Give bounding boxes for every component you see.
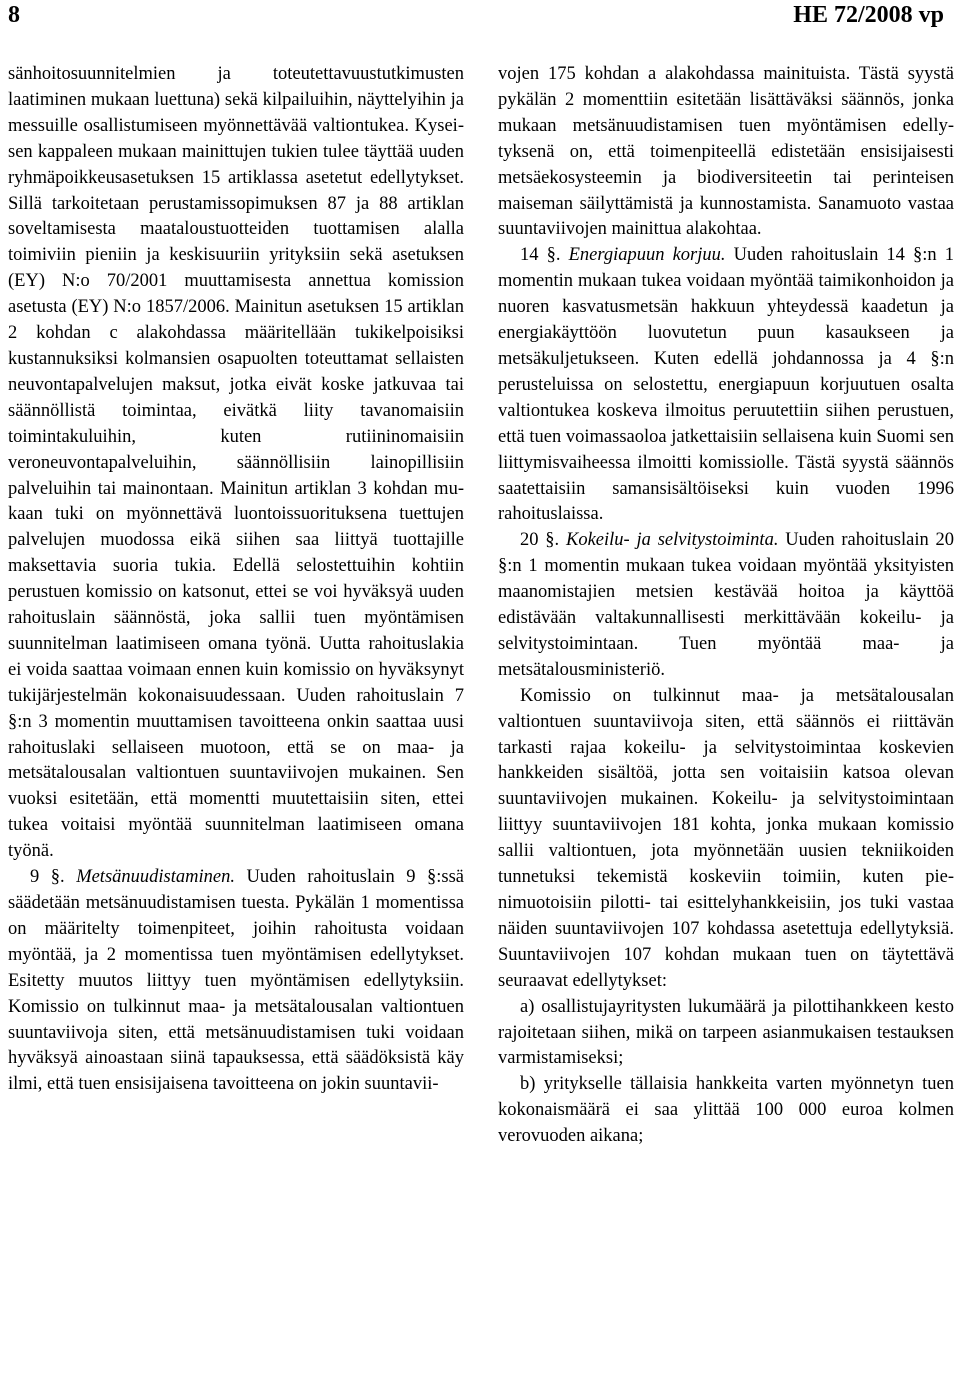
right-column <box>498 62 954 1150</box>
paragraph-commission: Komissio on tulkinnut maa- ja metsätalousalan valtiontuen suuntaviivoja siten, että säännös ei riittävän tarkasti rajaa kokeilu- ja selvitystoimintaa koskevien hankkeiden sisältöä, jotta sen voitaisiin katsoa olevan suuntaviivojen mukainen. Kokeilu- ja selvitystoimintaan liittyy suuntaviivojen 181 kohta, jonka mukaan komissio sallii valtiontuen, jota myönnetään uusien tekniikoiden tunnetuksi tekemistä koskeviin toimiin, kuten pienimuotoisiin pilotti- tai esittelyhankkeisiin, jos tuki vastaa näiden suuntaviivojen 107 kohdassa asetettuja edellytyksiä. Suuntaviivojen 107 kohdan mukaan tuen on täytettävä seuraavat edellytykset: <box>498 685 954 991</box>
list-item-a: a) osallistujayritysten lukumäärä ja pilottihankkeen kesto rajoitetaan siihen, mikä on tarpeen asianmukaisen testauksen varmistamiseksi; <box>498 996 954 1069</box>
section-14-title: Energiapuun korjuu. <box>568 245 726 266</box>
section-20-text: Uuden rahoituslain 20 §:n 1 momentin mukaan tukea voidaan myöntää yksityisten maanomistajien metsien kestävää hoitoa ja käyttöä edistävään valtakunnallisesti merkittävään kokeilu- ja selvitystoimintaan. Tuen myöntää maa- ja metsätalousministeriö. <box>498 530 955 680</box>
section-9-paragraph <box>8 865 464 1098</box>
paragraph-continuation: vojen 175 kohdan a alakohdassa mainituista. Tästä syystä pykälän 2 momenttiin esitetään lisättäväksi säännös, jonka mukaan metsänuudistamisen tuen myöntämisen edellytyksenä on, että toimenpiteellä edistetään ensisijaisesti metsäekosysteemin ja biodiversiteetin tai perinteisen maiseman säilyttämistä ja kunnostamista. Sanamuoto vastaa suuntaviivojen mainittua alakohtaa. <box>498 64 954 240</box>
section-20-paragraph <box>498 528 954 683</box>
document-id: HE 72/2008 vp <box>793 2 944 28</box>
page-number: 8 <box>8 2 20 28</box>
left-column <box>8 62 464 1098</box>
section-9-text: Uuden rahoituslain 9 §:ssä säädetään metsänuudistamisen tuesta. Pykälän 1 momentissa on määritelty toimenpiteet, joihin rahoitusta voidaan myöntää, ja 2 momentissa tuen myöntämisen edellytykset. Esitetty muutos liittyy tuen myöntämisen edellytyksiin. Komissio on tulkinnut maa- ja metsätalousalan valtiontuen suuntaviivoja siten, että metsänuudistamisen tuki voidaan hyväksyä ainoastaan siinä tapauksessa, että säädöksistä käy ilmi, että tuen ensisijaisena tavoitteena on jokin suuntavii- <box>8 867 464 1095</box>
section-9-title: Metsänuudistaminen. <box>76 867 235 888</box>
section-14-text: Uuden rahoituslain 14 §:n 1 momentin mukaan tukea voidaan myöntää taimikonhoidon ja nuoren kasvatusmetsän hakkuun yhteydessä kaadetun ja energiakäyttöön luovutetun puun kasaukseen ja metsäkuljetukseen. Kuten edellä johdannossa ja 4 §:n perusteluissa on selostettu, energiapuun korjuutuen osalta valtiontukea koskeva ilmoitus peruutettiin siihen perustuen, että tuen voimassaoloa jatkettaisiin sellaisena kuin Suomi sen liittymisvaiheessa ilmoitti komissiolle. Tästä syystä säännös saatettaisiin samansisältöiseksi kuin vuoden 1996 rahoituslaissa. <box>498 245 955 525</box>
section-9-number: 9 §. <box>30 867 65 888</box>
section-20-number: 20 §. <box>520 530 560 551</box>
section-14-number: 14 §. <box>520 245 561 266</box>
paragraph-intro: sänhoitosuunnitelmien ja toteutettavuustutkimusten laatiminen mukaan luettuna) sekä kilpailuihin, näyttelyihin ja messuille osallistumiseen myönnettävää valtiontukea. Kyseisen kappaleen mukaan mainittujen tukien tulee täyttää uuden ryhmäpoikkeusasetuksen 15 artiklassa asetetut edellytykset. Sillä tarkoitetaan perustamissopimuksen 87 ja 88 artiklan soveltamisesta maataloustuotteiden tuottamisen alalla toimiviin pieniin ja keskisuuriin yrityksiin sekä asetuksen (EY) N:o 70/2001 muuttamisesta annettua komission asetusta (EY) N:o 1857/2006. Mainitun asetuksen 15 artiklan 2 kohdan c alakohdassa määritellään tukikelpoisiksi kustannuksiksi kolmansien osapuolten toteuttamat sellaisten neuvontapalvelujen maksut, jotka eivät koske jatkuvaa tai säännöllistä toimintaa, eivätkä liity tavanomaisiin toimintakuluihin, kuten rutiininomaisiin veroneuvontapalveluihin, säännöllisiin lainopillisiin palveluihin tai mainontaan. Mainitun artiklan 3 kohdan mukaan tuki on myönnettävä luontoissuorituksena tuettujen palvelujen muodossa eikä siihen saa liittyä tuottajille maksettavia suoria tukia. Edellä selostettuihin kohtiin perustuen komissio on katsonut, ettei se voi hyväksyä uuden rahoituslain säännöstä, joka sallii tuen myöntämisen suunnitelman laatimiseen omana työnä. Uutta rahoituslakia ei voida saattaa voimaan ennen kuin komissio on hyväksynyt tukijärjestelmän kokonaisuudessaan. Uuden rahoituslain 7 §:n 3 momentin muuttamisen tavoitteena onkin saattaa uusi rahoituslaki sellaiseen muotoon, että se on maa- ja metsätalousalan valtiontuen suuntaviivojen mukainen. Sen vuoksi esitetään, että momentti muutettaisiin siten, ettei tukea voitaisi myöntää suunnitelman laatimiseen omana työnä. <box>8 64 464 862</box>
section-14-paragraph <box>498 243 954 528</box>
page-header <box>8 0 944 30</box>
list-item-b: b) yritykselle tällaisia hankkeita varten myönnetyn tuen kokonaismäärä ei saa ylittää 100 000 euroa kolmen verovuoden aikana; <box>498 1074 954 1147</box>
section-20-title: Kokeilu- ja selvitystoiminta. <box>566 530 779 551</box>
